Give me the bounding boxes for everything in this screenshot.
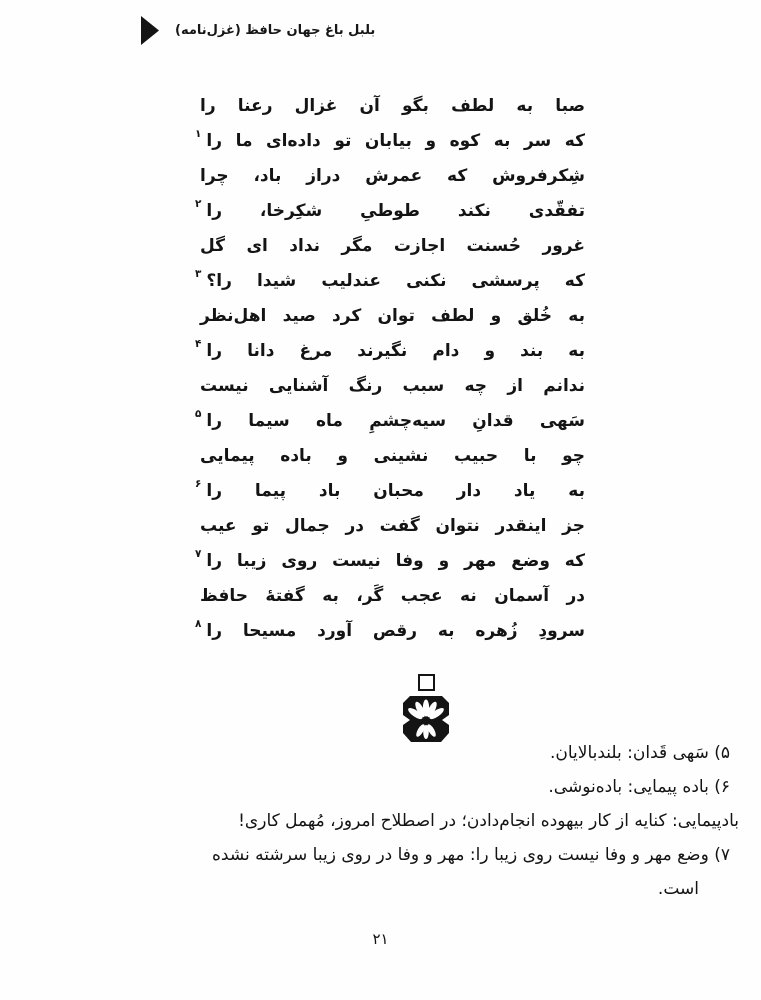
- verse-text: که پرسشی نکنی عندلیب شیدا را؟: [206, 270, 585, 291]
- footnote-marker: ۴: [195, 337, 202, 350]
- small-square-ornament: [418, 674, 435, 691]
- poem-line: [195, 193, 585, 228]
- verse-text: صبا به لطف بگو آن غزال رعنا را: [200, 95, 585, 116]
- poem-line: [195, 473, 585, 508]
- verse-text: سرودِ زُهره به رقص آورد مسیحا را: [206, 620, 585, 641]
- poem-line: [195, 578, 585, 613]
- footnote-7-continuation: است.: [657, 879, 699, 899]
- poem-line: [195, 543, 585, 578]
- footnote-marker: ۵: [195, 407, 202, 420]
- verse-text: چو با حبیب نشینی و باده پیمایی: [200, 445, 585, 466]
- footnotes-block: [38, 736, 739, 906]
- verse-text: غرور حُسنت اجازت مگر نداد ای گل: [200, 235, 585, 256]
- poem-line: [195, 123, 585, 158]
- footnote-marker: ۱: [195, 127, 202, 140]
- footnote-6-continuation: بادپیمایی: کنایه از کار بیهوده انجام‌دادن؛ در اصطلاح امروز، مُهمل کاری!: [238, 811, 739, 831]
- footnote-7: ۷) وضع مهر و وفا نیست روی زیبا را: مهر و وفا در روی زیبا سرشته نشده: [212, 845, 730, 865]
- poem-line: [195, 158, 585, 193]
- verse-text: که سر به کوه و بیابان تو داده‌ای ما را: [206, 130, 585, 151]
- poem-line: [195, 298, 585, 333]
- poem-line: [195, 438, 585, 473]
- page-number: ۲۱: [372, 930, 389, 948]
- poem-line: [195, 508, 585, 543]
- footnote-marker: ۳: [195, 267, 202, 280]
- footnote-5: ۵) سَهی قَدان: بلندبالایان.: [549, 743, 730, 763]
- verse-text: به بند و دام نگیرند مرغ دانا را: [206, 340, 585, 361]
- footnote-marker: ۸: [195, 617, 202, 630]
- ghazal-poem: [195, 88, 585, 648]
- footnote-marker: ۲: [195, 197, 202, 210]
- verse-text: تفقّدی نکند طوطیِ شکِرخا، را: [206, 200, 585, 221]
- footnote-6: ۶) باده پیمایی: باده‌نوشی.: [548, 777, 730, 797]
- footnote-marker: ۷: [195, 547, 202, 560]
- verse-text: ندانم از چه سبب رنگ آشنایی نیست: [200, 375, 585, 396]
- right-triangle-icon: [141, 16, 159, 45]
- verse-text: جز اینقدر نتوان گفت در جمال تو عیب: [200, 515, 585, 536]
- verse-text: در آسمان نه عجب گَر، به گفتۀ حافظ: [200, 585, 585, 606]
- poem-line: [195, 403, 585, 438]
- footnote-marker: ۶: [195, 477, 202, 490]
- poem-line: [195, 368, 585, 403]
- verse-text: به یاد دار محبان باد پیما را: [206, 480, 585, 501]
- verse-text: شِکرفروش که عمرش دراز باد، چرا: [200, 165, 585, 186]
- section-divider-ornament: [401, 674, 451, 742]
- poem-line: [195, 263, 585, 298]
- poem-line: [195, 88, 585, 123]
- verse-text: به خُلق و لطف توان کرد صید اهل‌نظر: [200, 305, 585, 326]
- poem-line: [195, 613, 585, 648]
- poem-line: [195, 228, 585, 263]
- verse-text: که وضع مهر و وفا نیست روی زیبا را: [206, 550, 585, 571]
- verse-text: سَهی قدانِ سیه‌چشمِ ماه سیما را: [206, 410, 585, 431]
- book-title: بلبل باغ جهان حافظ (غزل‌نامه): [175, 22, 376, 38]
- running-head: [141, 14, 375, 46]
- poem-line: [195, 333, 585, 368]
